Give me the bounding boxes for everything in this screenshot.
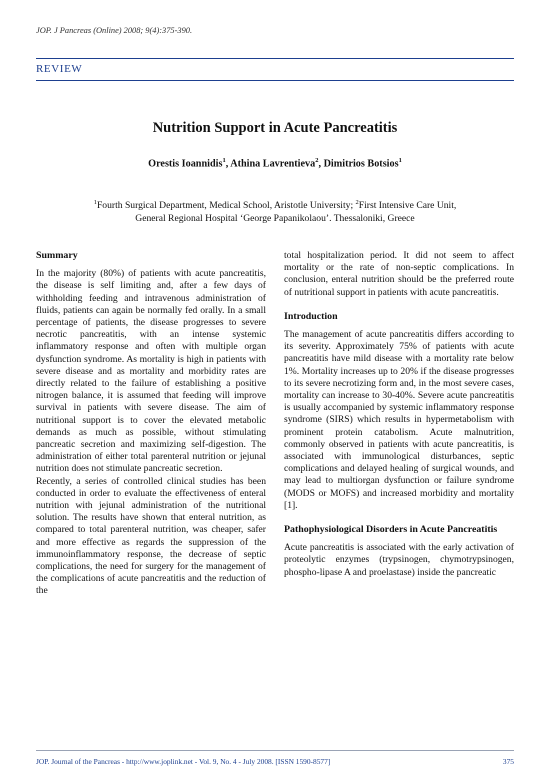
- author-name: Orestis Ioannidis: [148, 158, 223, 170]
- author-name: Athina Lavrentieva: [230, 158, 316, 170]
- affiliations: [40, 196, 510, 225]
- article-title: Nutrition Support in Acute Pancreatitis: [152, 120, 398, 136]
- author-list: [0, 157, 550, 169]
- section-label: REVIEW: [36, 63, 83, 75]
- introduction-heading: Introduction: [284, 310, 338, 322]
- affiliation-line-2: General Regional Hospital ‘George Papanikolaou’. Thessaloniki, Greece: [135, 213, 415, 225]
- summary-continued: total hospitalization period. It did not seem to affect mortality or the rate of non-septic complications. In conclusion, enteral nutrition should be the preferred route of nutritional support in patients with acute pancreatitis.: [284, 250, 514, 298]
- author-affiliation-mark: 2: [315, 157, 319, 164]
- pathophysiology-heading: Pathophysiological Disorders in Acute Pancreatitis: [284, 524, 498, 536]
- page-number: 375: [502, 757, 514, 766]
- author-affiliation-mark: 1: [398, 157, 402, 164]
- summary-paragraph: In the majority (80%) of patients with acute pancreatitis, the disease is self limiting and, after a few days of withholding feeding and intravenous administration of fluids, patients can again be normally fed orally. In a small percentage of patients, the disease progresses to severe necrotic pancreatitis, with an intense systemic inflammatory response and often with multiple organ dysfunction syndrome. As mortality is high in patients with severe disease and as mortality and morbidity rates are directly related to the failure of establishing a positive nitrogen balance, it is assumed that feeding will improve survival in patients with severe disease. The aim of nutritional support is to cover the elevated metabolic demands as much as possible, without stimulating pancreatic secretion and maximizing self-digestion. The administration of either total parenteral nutrition or jejunal nutrition does not stimulate pancreatic secretion.: [36, 268, 266, 475]
- author-separator: ,: [225, 158, 231, 170]
- affiliation-line-1: [40, 196, 510, 212]
- author-separator: ,: [318, 158, 324, 170]
- affiliation-text: First Intensive Care Unit,: [358, 200, 457, 212]
- journal-reference: JOP. J Pancreas (Online) 2008; 9(4):375-390.: [36, 26, 193, 35]
- author-name: Dimitrios Botsios: [323, 158, 399, 170]
- right-column: [284, 250, 514, 579]
- affiliation-mark: 2: [355, 199, 359, 206]
- footer-rule: [36, 750, 514, 751]
- affiliation-text: Fourth Surgical Department, Medical School, Aristotle University;: [96, 200, 356, 212]
- top-rule: [36, 58, 514, 59]
- author-affiliation-mark: 1: [222, 157, 226, 164]
- left-column: [36, 250, 266, 598]
- footer-citation: JOP. Journal of the Pancreas - http://www.joplink.net - Vol. 9, No. 4 - July 2008. [ISSN 1590-8577]: [36, 757, 331, 766]
- summary-heading: Summary: [36, 250, 78, 261]
- summary-paragraph: Recently, a series of controlled clinical studies has been conducted in order to evaluate the effectiveness of enteral nutrition with jejunal administration of the nutritional solution. The results have shown that enteral nutrition, as compared to total parenteral nutrition, was cheaper, safer and more effective as regards the suppression of the immunoinflammatory response, the decrease of septic complications, the need for surgery for the management of the complications of acute pancreatitis and the reduction of the: [36, 475, 266, 597]
- affiliation-mark: 1: [93, 199, 97, 206]
- pathophysiology-paragraph: Acute pancreatitis is associated with the early activation of proteolytic enzymes (trypsinogen, chymotrypsinogen, phospho-lipase A and proelastase) inside the pancreatic: [284, 542, 514, 578]
- section-rule: [36, 80, 514, 81]
- introduction-paragraph: The management of acute pancreatitis differs according to its severity. Approximately 75% of patients with acute pancreatitis have mild disease with a mortality rate below 1%. Mortality increases up to 20% if the disease progresses to its severe necrotizing form and, in the most severe cases, mortality can increase to 30-40%. Severe acute pancreatitis is usually accompanied by systemic inflammatory response syndrome (SIRS) which results in hypermetabolism with prominent protein catabolism. Acute malnutrition, commonly observed in patients with acute pancreatitis, is associated with immunological disturbances, septic complications and delayed healing of surgical wounds, and may lead to multiorgan dysfunction or failure syndrome (MODS or MOFS) and increased morbidity and mortality [1].: [284, 329, 514, 511]
